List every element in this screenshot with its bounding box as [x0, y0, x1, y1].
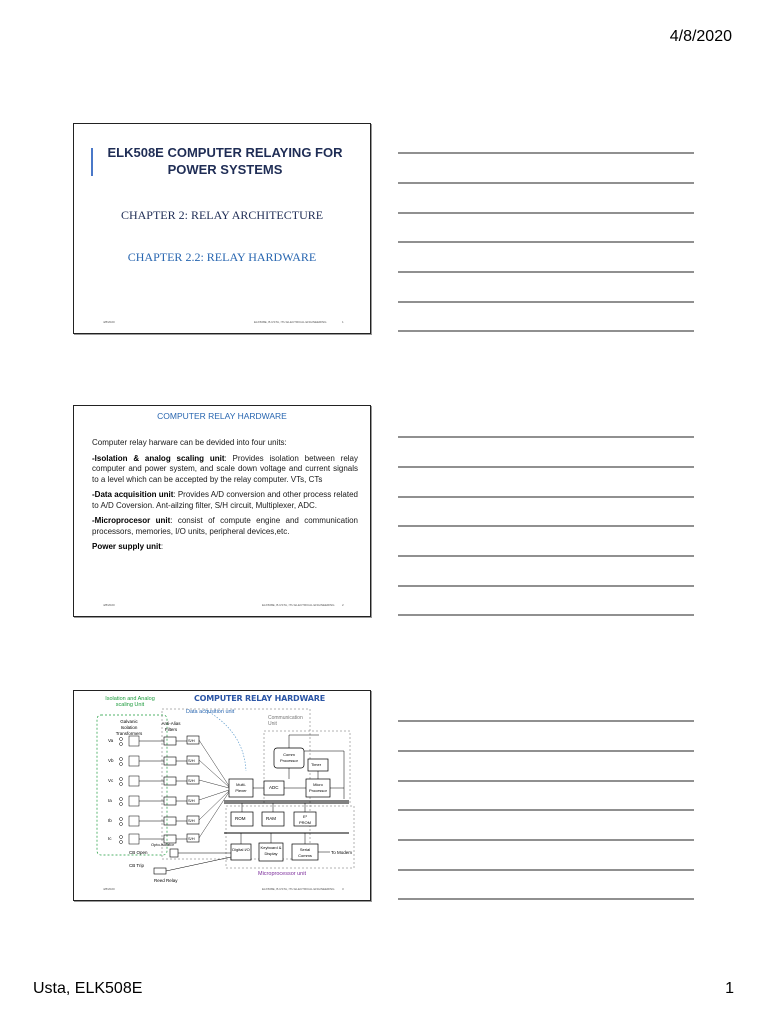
slide-footer-course: ELK508E, B.USTA, ITU ELECTRICAL ENGINEERING — [262, 887, 335, 891]
microprocessor-unit-label: Microprocessor unit — [258, 871, 306, 877]
unit-name: -Microprocesor unit — [92, 516, 171, 525]
micro-processor-label: Micro Processor — [308, 782, 327, 793]
sh-label: S/H — [188, 758, 195, 763]
unit-text: : consist of compute engine and communication processors, memories, I/O units, peripheral devices,etc. — [92, 516, 358, 536]
reed-relay-label: Reed Relay — [154, 878, 178, 883]
comm-processor-label: Comm Processor — [279, 752, 298, 763]
intro-text: Computer relay harware can be devided into four units: — [92, 438, 287, 447]
serial-comms-label: Serial Comms — [298, 847, 312, 858]
input-vb: Vb — [108, 758, 114, 763]
unit-name: -Data acquisition unit — [92, 490, 174, 499]
slide-footer-number: 3 — [342, 887, 344, 891]
notes-lines-slide-1 — [398, 153, 694, 331]
cb-open-label: CB Open — [129, 850, 148, 855]
sh-label: S/H — [188, 798, 195, 803]
timer-label: Timer — [311, 762, 322, 767]
slide-footer-date: 4/8/2020 — [103, 603, 115, 607]
input-va: Va — [108, 738, 114, 743]
page-date: 4/8/2020 — [669, 28, 732, 45]
slide-title: COMPUTER RELAY HARDWARE — [194, 694, 325, 703]
sh-label: S/H — [188, 778, 195, 783]
input-ic: Ic — [108, 836, 112, 841]
unit-text: : Provides A/D conversion and other process related to A/D Coversion. Ant-ailzing filter, S/H circuit, Multiplexer, ADC. — [92, 490, 359, 510]
sh-label: S/H — [188, 836, 195, 841]
slide-footer-number: 2 — [342, 603, 344, 607]
keyboard-display-label: Keyboard & Display — [260, 845, 282, 856]
galvanic-label: Galvanic Isolation Transformers — [115, 719, 143, 736]
isolation-label: Isolation and Analog scaling Unit — [105, 696, 155, 708]
slide-title: ELK508E COMPUTER RELAYING FOR POWER SYSTEMS — [107, 145, 343, 177]
cb-trip-label: CB Trip — [129, 863, 145, 868]
input-vc: Vc — [108, 778, 114, 783]
slide-footer-course: ELK508E, B.USTA, ITU ELECTRICAL ENGINEERING — [262, 603, 335, 607]
unit-name: -Isolation & analog scaling unit — [92, 453, 225, 463]
chapter-heading: CHAPTER 2: RELAY ARCHITECTURE — [120, 208, 324, 222]
rom-label: ROM — [235, 816, 246, 821]
adc-label: ADC — [269, 785, 279, 790]
antialias-label: Anti-Alias Filters — [161, 721, 181, 732]
subchapter-heading: CHAPTER 2.2: RELAY HARDWARE — [127, 250, 317, 264]
ram-label: RAM — [266, 816, 276, 821]
slide-title: COMPUTER RELAY HARDWARE — [157, 411, 287, 421]
notes-lines-slide-3 — [398, 721, 694, 899]
slide-footer-date: 4/8/2020 — [103, 887, 115, 891]
sh-label: S/H — [188, 818, 195, 823]
slide-footer-date: 4/8/2020 — [103, 320, 115, 324]
unit-name: Power supply unit — [92, 542, 161, 551]
slide-footer-number: 1 — [342, 320, 344, 324]
input-ia: Ia — [108, 798, 112, 803]
input-ib: Ib — [108, 818, 112, 823]
page-number: 1 — [725, 980, 734, 997]
digital-io-label: Digital I/O — [232, 847, 250, 852]
unit-text: : — [160, 542, 164, 551]
data-acq-label: Data acqusition unit — [186, 709, 235, 715]
notes-lines-slide-2 — [398, 437, 694, 615]
slide-footer-course: ELK508E, B.USTA, ITU ELECTRICAL ENGINEERING — [254, 320, 327, 324]
modem-label: To Modem — [331, 850, 353, 855]
sh-label: S/H — [188, 738, 195, 743]
eprom-label: E² PROM — [299, 814, 311, 825]
footer-author: Usta, ELK508E — [33, 980, 143, 997]
mux-label: Multi-Plexer — [235, 782, 247, 793]
comm-unit-label: Communication Unit — [268, 715, 303, 727]
opto-label: Opto-isolator — [151, 842, 174, 847]
unit-text: : Provides isolation between relay computer and power system, and scale down voltage and current signals to a level which can be accepted by the relay computer. VTs, CTs — [92, 453, 358, 484]
